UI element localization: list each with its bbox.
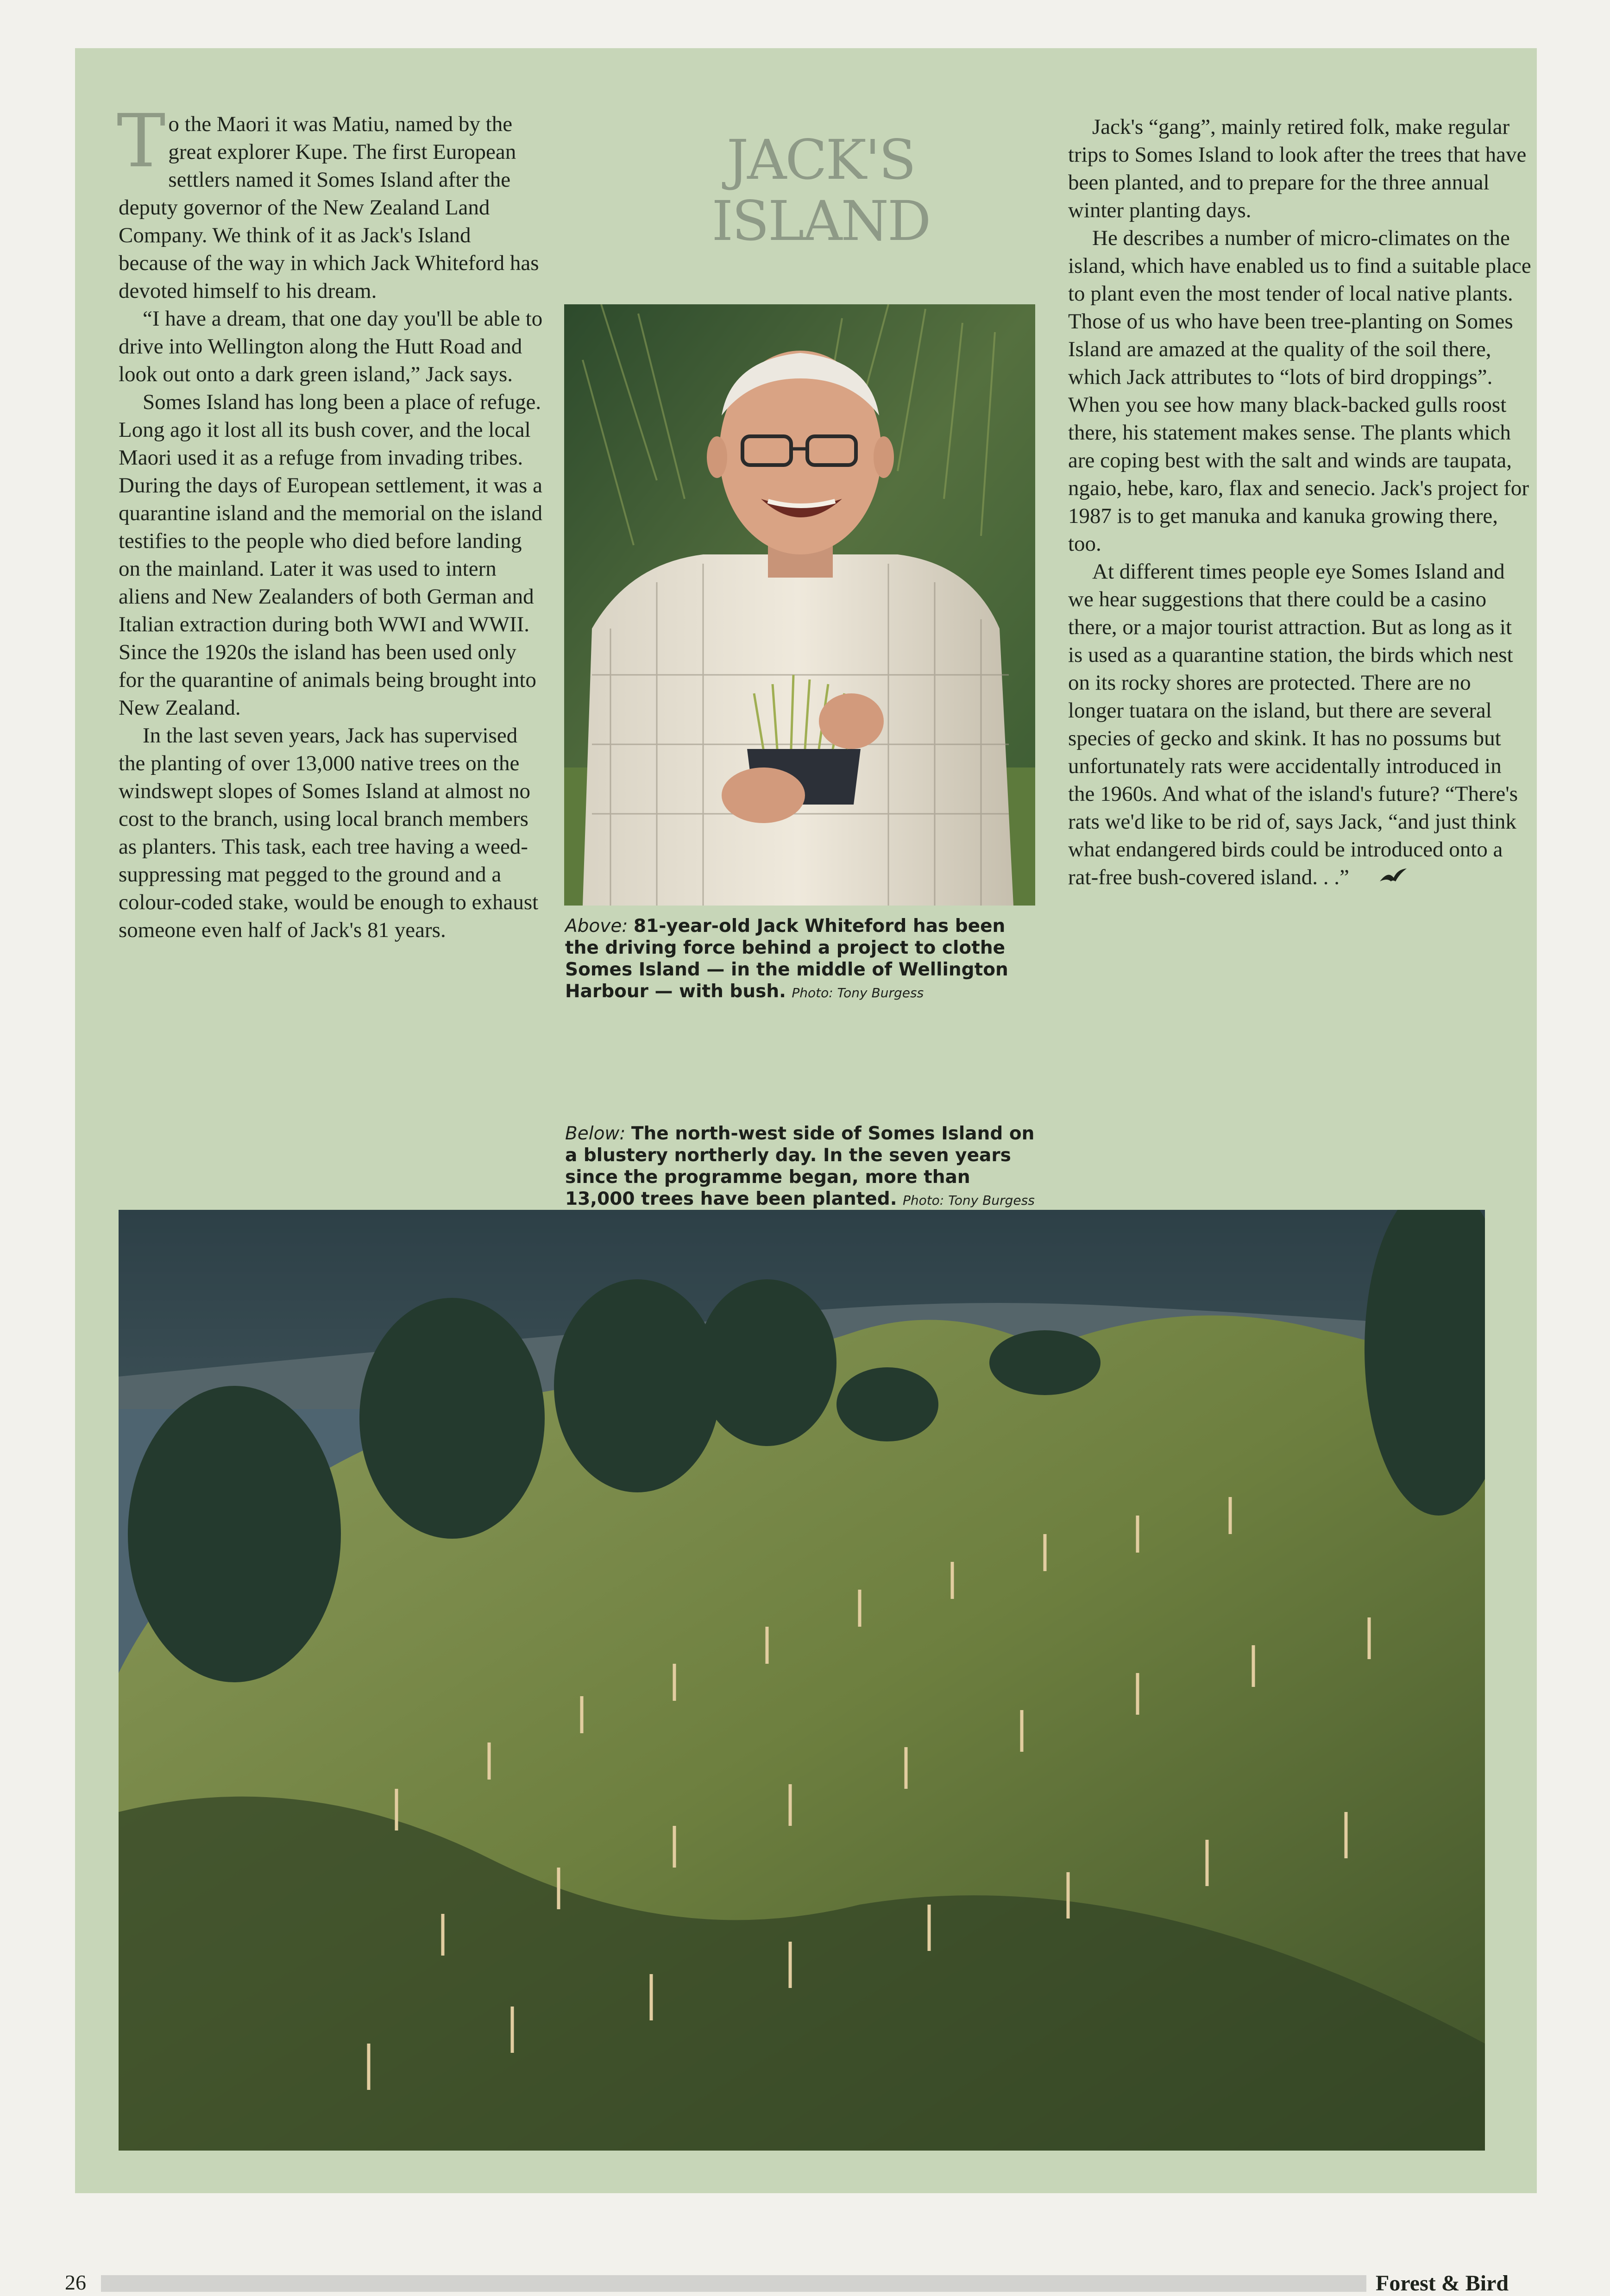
paragraph: Somes Island has long been a place of refuge. Long ago it lost all its bush cover, and the local Maori used it as a refuge from invading tribes. During the days of European settlement, it was a quarantine island and the memorial on the island testifies to the people who died before landing on the mainland. Later it was used to intern aliens and New Zealanders of both German and Italian extraction during both WWI and WWII. Since the 1920s the island has been used only for the quarantine of animals being brought into New Zealand. [119,390,542,720]
paragraph-text: o the Maori it was Matiu, named by the great explorer Kupe. The first European settlers named it Somes Island after the deputy governor of the New Zealand Land Company. We think of it as Jack's Island because of the way in which Jack Whiteford has devoted himself to his dream. [119,112,539,303]
caption-lead: Above: [565,916,628,937]
caption-above [565,915,1035,1004]
article-panel [75,48,1537,2193]
photo-credit: Photo: Tony Burgess [902,1193,1035,1208]
title-line-1: JACK'S [726,128,915,192]
paragraph: “I have a dream, that one day you'll be able to drive into Wellington along the Hutt Road and look out onto a dark green island,” Jack says. [119,307,543,386]
landscape-photo-illustration [119,1210,1485,2151]
article-column-right [1068,113,1531,893]
caption-below [565,1123,1035,1211]
paragraph-text: At different times people eye Somes Island and we hear suggestions that there could be a casino there, or a major tourist attraction. But as long as it is used as a quarantine station, the birds which nest on its rocky shores are protected. There are no longer tuatara on the island, but there are several species of gecko and skink. It has no possums but unfortunately rats were accidentally introduced in the 1960s. And what of the island's future? “There's rats we'd like to be rid of, says Jack, “and just think what endangered birds could be introduced onto a rat-free bush-covered island. . .” [1068,560,1518,889]
publication-name: Forest & Bird [1376,2271,1509,2296]
caption-body: 81-year-old Jack Whiteford has been the driving force behind a project to clothe Somes Island — in the middle of Wellington Harbour — with bush. [565,916,1008,1002]
paragraph [1068,558,1531,893]
photo-credit: Photo: Tony Burgess [792,985,924,1000]
caption-body: The north-west side of Somes Island on a blustery northerly day. In the seven years since the programme began, more than 13,000 trees have been planted. [565,1123,1035,1209]
page-number: 26 [65,2271,86,2294]
caption-lead: Below: [565,1123,626,1144]
drop-cap: T [117,99,166,184]
portrait-photo-illustration [564,304,1035,906]
photo-jack-whiteford [564,304,1035,906]
title-line-2: ISLAND [711,189,930,253]
article-title [645,129,997,252]
paragraph: He describes a number of micro-climates on the island, which have enabled us to find a suitable place to plant even the most tender of local native plants. Those of us who have been tree-planting on Somes Island are amazed at the quality of the soil there, which Jack attributes to “lots of bird droppings”. When you see how many black-backed gulls roost there, his statement makes sense. The plants which are coping best with the salt and winds are taupata, ngaio, hebe, karo, flax and senecio. Jack's project for 1987 is to get manuka and kanuka growing there, too. [1068,226,1531,556]
footer-rule [101,2275,1366,2292]
bird-icon [1355,865,1408,893]
paragraph: Jack's “gang”, mainly retired folk, make regular trips to Somes Island to look after the trees that have been planted, and to prepare for the three annual winter planting days. [1068,115,1527,222]
article-column-left [117,99,545,944]
photo-somes-island-slope [119,1210,1485,2151]
paragraph [117,99,545,305]
paragraph: In the last seven years, Jack has supervised the planting of over 13,000 native trees on the windswept slopes of Somes Island at almost no cost to the branch, using local branch members as planters. This task, each tree having a weed-suppressing mat pegged to the ground and a colour-coded stake, would be enough to exhaust someone even half of Jack's 81 years. [119,723,539,942]
